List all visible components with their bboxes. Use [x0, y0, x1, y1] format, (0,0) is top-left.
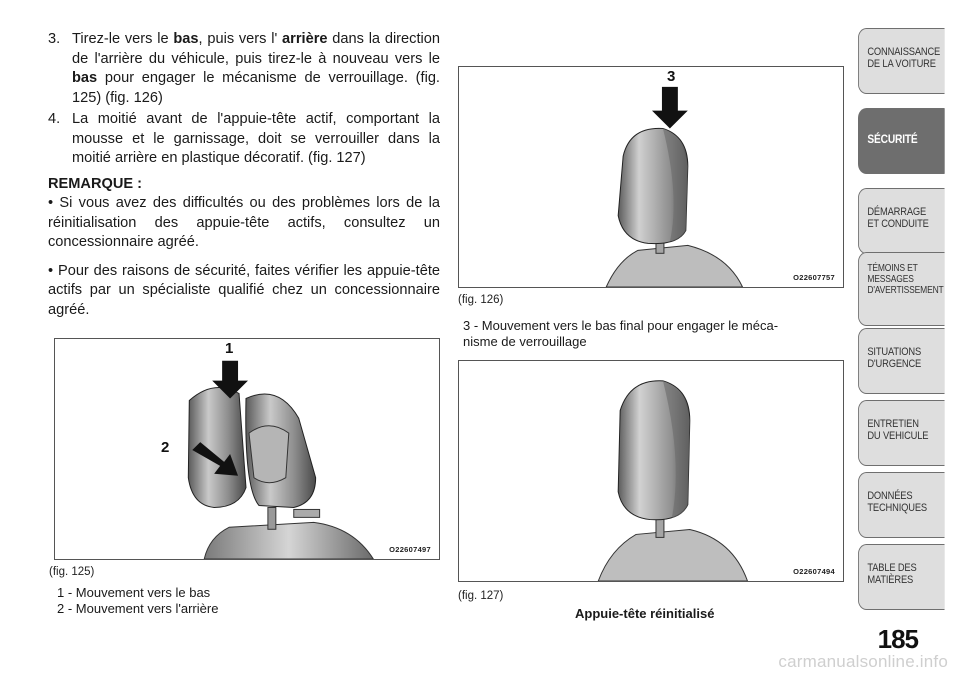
figure-126-caption-2: nisme de verrouillage: [463, 334, 587, 349]
figure-126: [458, 66, 844, 288]
tab-table-des-matieres[interactable]: [858, 544, 945, 610]
figure-code: O22607757: [793, 273, 835, 282]
step-4: [48, 110, 440, 169]
tab-label: ET CONDUITE: [867, 218, 929, 230]
tab-entretien[interactable]: [858, 400, 945, 466]
figure-126-label: (fig. 126): [458, 294, 504, 306]
step-text: La moitié avant de l'appuie-tête actif, comportant la mousse et le garnissage, doit se verrouiller dans la moitié arrière en plastique décoratif. (fig. 127): [72, 111, 440, 166]
headrest-illustration-125: [55, 339, 439, 559]
step-bold: bas: [72, 70, 98, 86]
tab-label: ENTRETIEN: [867, 418, 919, 430]
figure-code: O22607497: [389, 545, 431, 554]
step-3: [48, 30, 440, 108]
step-bold: bas: [173, 31, 199, 47]
tab-label: SÉCURITÉ: [867, 132, 918, 146]
tab-connaissance[interactable]: [858, 28, 945, 94]
tab-label: MESSAGES: [867, 274, 914, 285]
figure-125-label: (fig. 125): [49, 566, 95, 578]
figure-127-label: (fig. 127): [458, 590, 504, 602]
step-text: Tirez-le vers le: [72, 31, 174, 47]
tab-label: TABLE DES: [867, 562, 917, 574]
figure-127: [458, 360, 844, 582]
headrest-illustration-127: [459, 361, 843, 581]
tab-label: D'AVERTISSEMENT: [867, 285, 944, 296]
figure-127-caption: Appuie-tête réinitialisé: [575, 606, 715, 621]
page-number: 185: [877, 624, 918, 654]
figure-125-caption-1: 1 - Mouvement vers le bas: [57, 585, 211, 600]
callout-3: 3: [667, 68, 676, 85]
step-text: , puis vers l': [198, 31, 283, 47]
tab-label: D'URGENCE: [867, 358, 922, 370]
step-text: pour engager le mécanisme de verrouillage. (fig. 125) (fig. 126): [72, 70, 440, 106]
tab-demarrage[interactable]: [858, 188, 945, 254]
watermark: carmanualsonline.info: [778, 652, 948, 671]
callout-2: 2: [161, 439, 170, 456]
note-item: • Si vous avez des difficultés ou des problèmes lors de la réinitialisation des appuie-tête actifs, consultez un concessionnaire agréé.: [48, 195, 440, 250]
callout-1: 1: [225, 340, 234, 357]
tab-donnees[interactable]: [858, 472, 945, 538]
tab-label: SITUATIONS: [867, 346, 922, 358]
figure-code: O22607494: [793, 567, 835, 576]
tab-label: TÉMOINS ET: [867, 263, 918, 274]
tab-label: DE LA VOITURE: [867, 58, 936, 70]
body-text: [48, 30, 440, 320]
step-bold: arrière: [282, 31, 328, 47]
tab-label: CONNAISSANCE: [867, 46, 941, 58]
step-number: 4.: [48, 111, 61, 127]
figure-125-caption-2: 2 - Mouvement vers l'arrière: [57, 601, 219, 616]
note-item: • Pour des raisons de sécurité, faites vérifier les appuie-tête actifs par un spécialiste qualifié chez un concessionnaire agréé.: [48, 262, 440, 318]
tab-label: DONNÉES: [867, 490, 913, 502]
step-text: dans la direction de l'arrière du véhicule, puis tirez-le à nouveau vers le: [72, 31, 440, 67]
figure-125: [54, 338, 440, 560]
headrest-illustration-126: [459, 67, 843, 287]
tab-label: DU VEHICULE: [867, 430, 929, 442]
tab-label: MATIÈRES: [867, 574, 914, 586]
tab-temoins[interactable]: [858, 252, 945, 326]
step-number: 3.: [48, 31, 61, 47]
tab-securite[interactable]: [858, 108, 945, 174]
tab-label: TECHNIQUES: [867, 502, 927, 514]
note-title: REMARQUE :: [48, 175, 143, 192]
figure-126-caption-1: 3 - Mouvement vers le bas final pour engager le méca-: [463, 318, 779, 333]
tab-label: DÉMARRAGE: [867, 206, 927, 218]
tab-situations[interactable]: [858, 328, 945, 394]
